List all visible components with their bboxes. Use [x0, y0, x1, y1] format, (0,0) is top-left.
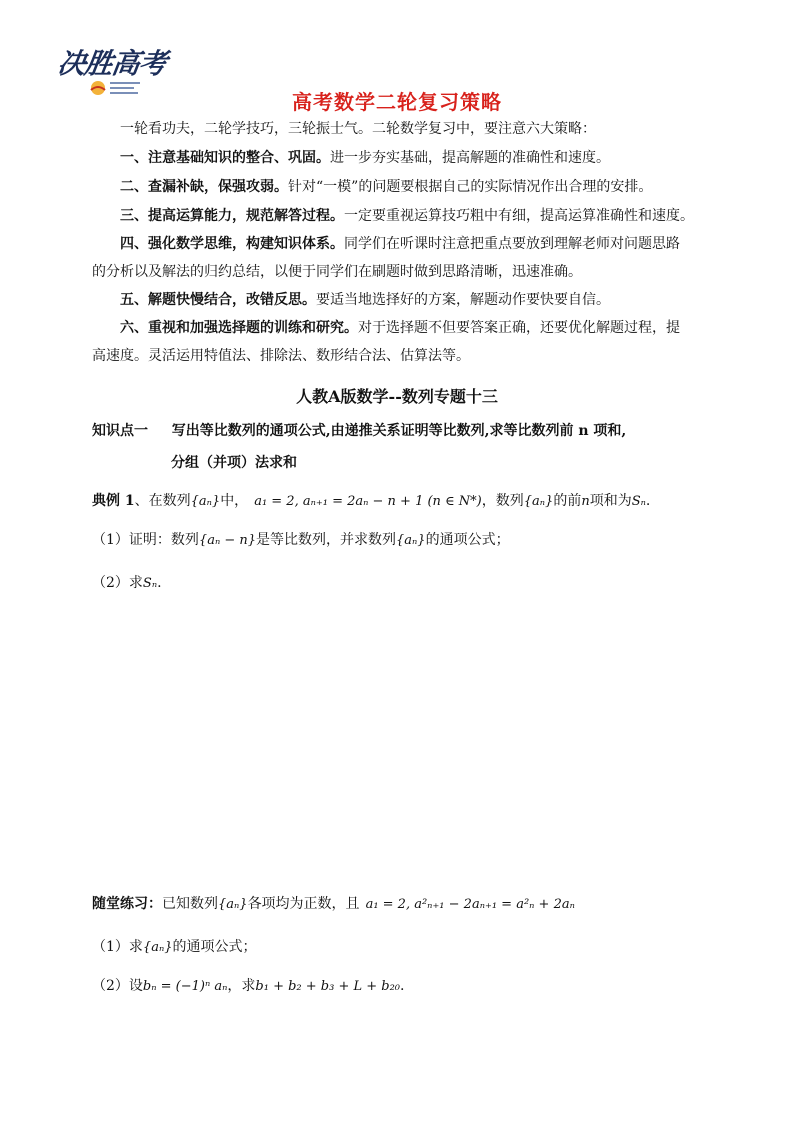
exercise-formula: a₁ = 2, a²ₙ₊₁ − 2aₙ₊₁ = a²ₙ + 2aₙ — [365, 897, 575, 912]
strategy-5 — [120, 290, 610, 310]
q1-end: 的通项公式； — [425, 532, 510, 548]
q2-prefix: （2）求 — [92, 575, 143, 591]
ex-q1-set: {aₙ} — [142, 940, 173, 955]
knowledge-point-text-1: 写出等比数列的通项公式,由递推关系证明等比数列,求等比数列前 n 项和, — [171, 423, 627, 439]
ex-q1-end: 的通项公式； — [172, 939, 257, 955]
intro-text: 一轮看功夫，二轮学技巧，三轮振士气。二轮数学复习中，要注意六大策略： — [120, 121, 596, 137]
strategy-6-cont: 高速度。灵活运用特值法、排除法、数形结合法、估算法等。 — [92, 348, 470, 364]
example-1-question-2 — [92, 573, 162, 594]
knowledge-point-text-2: 分组（并项）法求和 — [171, 455, 297, 471]
strategy-5-head: 五、解题快慢结合，改错反思。 — [120, 292, 316, 308]
strategy-5-body: 要适当地选择好的方案，解题动作要快要自信。 — [316, 292, 610, 308]
exercise-text-1: 已知数列 — [162, 896, 218, 912]
exercise-question-1 — [92, 937, 256, 958]
strategy-4-body: 同学们在听课时注意把重点要放到理解老师对问题思路 — [344, 236, 680, 252]
example-1-text-1: 在数列 — [148, 493, 191, 509]
knowledge-point — [92, 421, 626, 441]
exercise-question-2 — [92, 976, 404, 997]
exercise-statement — [92, 894, 575, 915]
knowledge-point-label: 知识点一 — [92, 423, 148, 439]
example-1-set-a-2: {aₙ} — [523, 494, 554, 509]
strategy-4 — [120, 234, 680, 254]
strategy-4-cont: 的分析以及解法的归约总结，以便于同学们在刷题时做到思路清晰，迅速准确。 — [92, 264, 582, 280]
q1-set-2: {aₙ} — [396, 533, 426, 548]
example-1-set-a: {aₙ} — [190, 494, 221, 509]
example-1-text-2: 中， — [220, 493, 249, 509]
example-1-formula: a₁ = 2, aₙ₊₁ = 2aₙ − n + 1 (n ∈ N*) — [254, 494, 482, 509]
example-1-question-1 — [92, 530, 510, 551]
strategy-6-head: 六、重视和加强选择题的训练和研究。 — [120, 320, 358, 336]
strategy-1 — [120, 148, 610, 168]
q2-sn: Sₙ — [142, 576, 158, 591]
q1-set: {aₙ − n} — [198, 533, 257, 548]
example-1-sn: Sₙ — [631, 494, 646, 509]
example-1-text-4: 的前 — [553, 493, 582, 509]
example-1-text-5: 项和为 — [589, 493, 632, 509]
exercise-set-a: {aₙ} — [218, 897, 248, 912]
strategy-3-body: 一定要重视运算技巧粗中有细，提高运算准确性和速度。 — [344, 208, 694, 224]
example-1-label: 典例 1 — [92, 493, 135, 509]
strategy-2 — [120, 177, 652, 197]
q1-prefix: （1）证明：数列 — [92, 532, 199, 548]
example-1-n: n — [581, 494, 590, 509]
example-1-end: . — [645, 493, 651, 509]
exercise-text-2: 各项均为正数，且 — [247, 896, 360, 912]
ex-q1-prefix: （1）求 — [92, 939, 143, 955]
logo-text: 决胜高考 — [55, 47, 169, 80]
ex-q2-sum: b₁ + b₂ + b₃ + L + b₂₀ — [255, 979, 401, 994]
page-title: 高考数学二轮复习策略 — [292, 90, 502, 114]
strategy-2-body: 针对“一模”的问题要根据自己的实际情况作出合理的安排。 — [288, 179, 653, 195]
ex-q2-def: bₙ = (−1)ⁿ aₙ — [142, 979, 228, 994]
ex-q2-end: . — [400, 978, 405, 994]
ex-q2-mid: ，求 — [227, 978, 256, 994]
strategy-1-body: 进一步夯实基础，提高解题的准确性和速度。 — [330, 150, 610, 166]
strategy-3-head: 三、提高运算能力，规范解答过程。 — [120, 208, 344, 224]
strategy-2-head: 二、查漏补缺，保强攻弱。 — [120, 179, 288, 195]
example-1-text-3: ，数列 — [481, 493, 524, 509]
ex-q2-prefix: （2）设 — [92, 978, 143, 994]
example-1-sep: 、 — [134, 493, 149, 509]
q1-mid: 是等比数列，并求数列 — [256, 532, 397, 548]
strategy-6 — [120, 318, 680, 338]
strategy-1-head: 一、注意基础知识的整合、巩固。 — [120, 150, 330, 166]
exercise-label: 随堂练习： — [92, 896, 162, 912]
section-title: 人教A版数学--数列专题十三 — [296, 387, 498, 406]
example-1-statement — [92, 491, 650, 512]
strategy-6-body: 对于选择题不但要答案正确，还要优化解题过程，提 — [358, 320, 680, 336]
strategy-4-head: 四、强化数学思维，构建知识体系。 — [120, 236, 344, 252]
q2-end: . — [157, 575, 162, 591]
strategy-3 — [120, 206, 694, 226]
